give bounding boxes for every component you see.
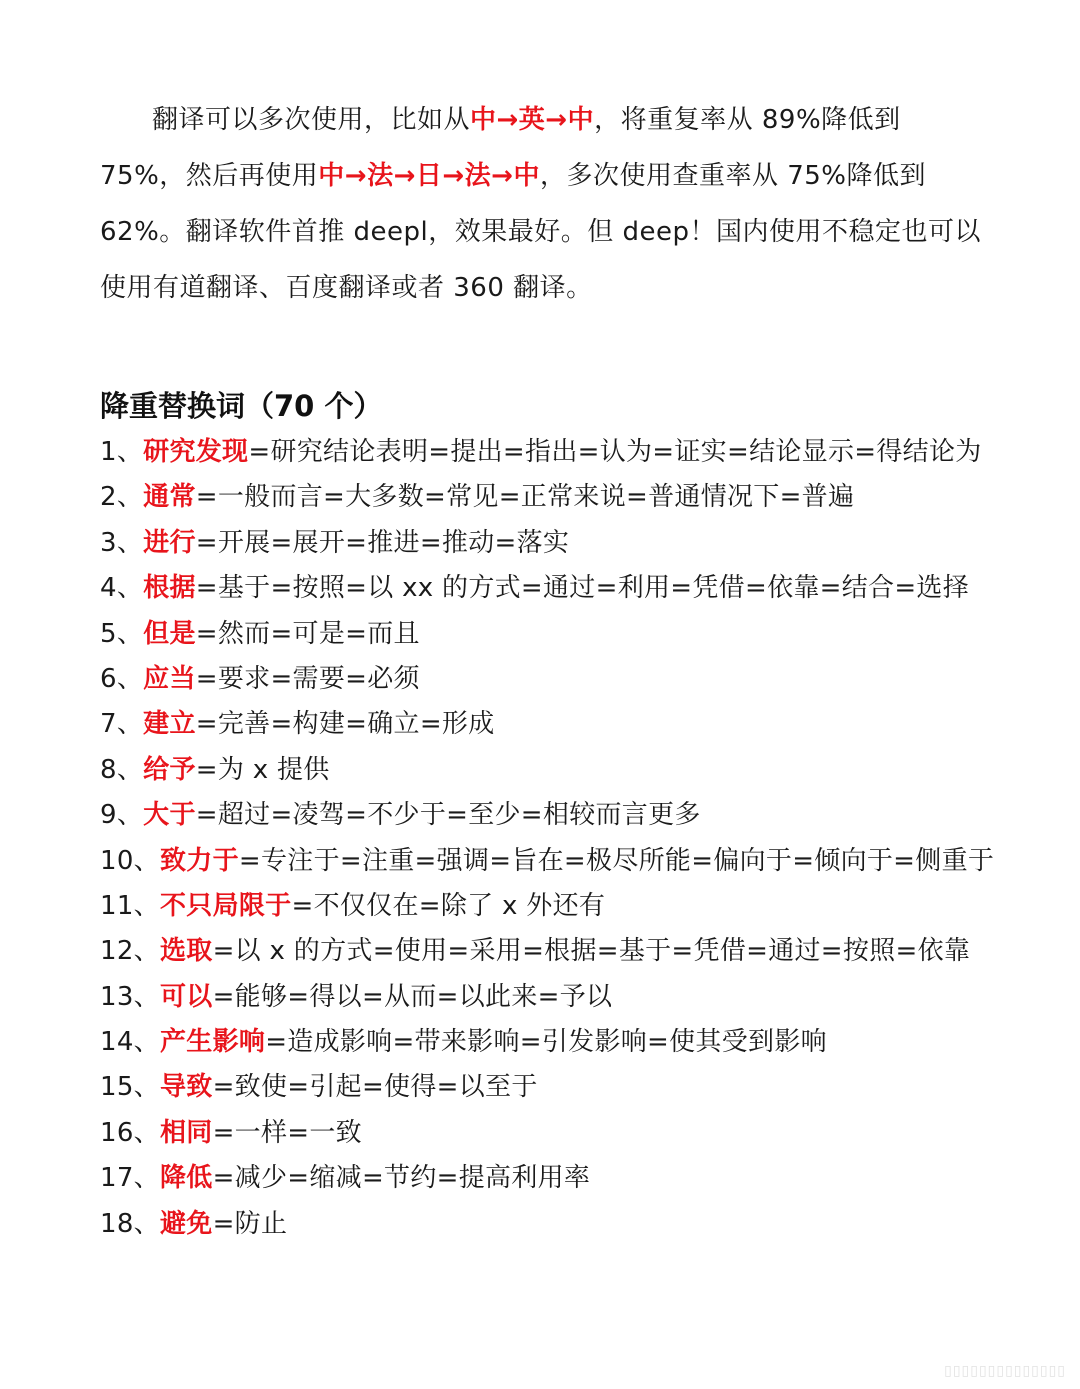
item-keyword: 可以 bbox=[159, 981, 213, 1012]
item-keyword: 导致 bbox=[159, 1072, 213, 1103]
item-keyword: 选取 bbox=[159, 936, 213, 967]
item-keyword: 产生影响 bbox=[159, 1027, 266, 1058]
item-number: 17、 bbox=[100, 1163, 160, 1194]
list-item bbox=[100, 839, 1040, 884]
item-keyword: 相同 bbox=[159, 1117, 213, 1148]
item-synonyms: =防止 bbox=[212, 1208, 288, 1239]
item-number: 4、 bbox=[100, 573, 144, 604]
item-number: 11、 bbox=[100, 890, 160, 921]
item-keyword: 研究发现 bbox=[143, 437, 249, 467]
item-keyword: 但是 bbox=[143, 618, 196, 649]
item-keyword: 致力于 bbox=[159, 845, 239, 876]
list-item bbox=[100, 521, 1040, 566]
item-synonyms: =完善=构建=确立=形成 bbox=[195, 709, 495, 740]
list-item bbox=[100, 748, 1040, 793]
item-synonyms: =超过=凌驾=不少于=至少=相较而言更多 bbox=[195, 800, 701, 831]
item-keyword: 应当 bbox=[143, 663, 196, 694]
item-number: 7、 bbox=[100, 709, 144, 740]
intro-text-3: ，多次使用查重率从 75%降低到 62%。翻译软件首推 deepl，效果最好。但 deep！国内使用不稳定也可以使用有道翻译、百度翻译或者 360 翻译。 bbox=[100, 161, 982, 303]
list-item bbox=[100, 475, 1040, 520]
item-synonyms: =能够=得以=从而=以此来=予以 bbox=[212, 981, 613, 1012]
list-item bbox=[100, 657, 1040, 702]
item-synonyms: =要求=需要=必须 bbox=[195, 663, 420, 694]
item-synonyms: =以 x 的方式=使用=采用=根据=基于=凭借=通过=按照=依靠 bbox=[212, 936, 971, 967]
item-number: 16、 bbox=[100, 1117, 160, 1148]
item-keyword: 不只局限于 bbox=[159, 890, 292, 921]
item-keyword: 建立 bbox=[143, 709, 196, 740]
item-synonyms: =一样=一致 bbox=[212, 1117, 362, 1148]
watermark: ▯▯▯▯▯▯▯▯▯▯▯▯▯▯ bbox=[944, 1363, 1066, 1379]
item-keyword: 避免 bbox=[159, 1208, 213, 1239]
intro-route-1: 中→英→中 bbox=[470, 105, 595, 135]
item-synonyms: =研究结论表明=提出=指出=认为=证实=结论显示=得结论为 bbox=[248, 437, 982, 467]
item-number: 14、 bbox=[100, 1027, 160, 1058]
item-keyword: 大于 bbox=[143, 800, 196, 831]
item-keyword: 通常 bbox=[143, 482, 196, 513]
intro-text-1: 翻译可以多次使用，比如从 bbox=[152, 105, 471, 135]
list-item bbox=[100, 1065, 1040, 1110]
item-number: 6、 bbox=[100, 663, 144, 694]
synonym-list bbox=[100, 430, 1040, 1247]
intro-route-2: 中→法→日→法→中 bbox=[318, 161, 540, 191]
list-item bbox=[100, 793, 1040, 838]
item-synonyms: =为 x 提供 bbox=[195, 754, 330, 785]
item-number: 15、 bbox=[100, 1072, 160, 1103]
item-number: 2、 bbox=[100, 482, 144, 513]
item-number: 3、 bbox=[100, 527, 144, 558]
item-synonyms: =造成影响=带来影响=引发影响=使其受到影响 bbox=[265, 1027, 827, 1058]
item-number: 9、 bbox=[100, 800, 144, 831]
list-item bbox=[100, 1202, 1040, 1247]
list-item bbox=[100, 1020, 1040, 1065]
item-number: 13、 bbox=[100, 981, 160, 1012]
list-item bbox=[100, 566, 1040, 611]
item-synonyms: =一般而言=大多数=常见=正常来说=普通情况下=普遍 bbox=[195, 482, 855, 513]
item-number: 1、 bbox=[100, 437, 144, 467]
item-synonyms: =然而=可是=而且 bbox=[195, 618, 420, 649]
item-keyword: 降低 bbox=[159, 1163, 213, 1194]
item-number: 8、 bbox=[100, 754, 144, 785]
list-item bbox=[100, 1111, 1040, 1156]
item-number: 5、 bbox=[100, 618, 144, 649]
item-keyword: 给予 bbox=[143, 754, 196, 785]
item-synonyms: =致使=引起=使得=以至于 bbox=[212, 1072, 538, 1103]
item-synonyms: =基于=按照=以 xx 的方式=通过=利用=凭借=依靠=结合=选择 bbox=[195, 573, 970, 604]
item-keyword: 根据 bbox=[143, 573, 196, 604]
list-item bbox=[100, 1156, 1040, 1201]
list-item bbox=[100, 702, 1040, 747]
list-item bbox=[100, 929, 1040, 974]
item-synonyms: =专注于=注重=强调=旨在=极尽所能=偏向于=倾向于=侧重于 bbox=[238, 845, 995, 876]
list-item bbox=[100, 975, 1040, 1020]
item-keyword: 进行 bbox=[143, 527, 196, 558]
item-synonyms: =减少=缩减=节约=提高利用率 bbox=[212, 1163, 591, 1194]
section-title: 降重替换词（70 个） bbox=[100, 389, 383, 423]
item-number: 18、 bbox=[100, 1208, 160, 1239]
item-number: 10、 bbox=[100, 845, 160, 876]
list-item bbox=[100, 612, 1040, 657]
item-synonyms: =不仅仅在=除了 x 外还有 bbox=[291, 890, 606, 921]
intro-text-2: ，将重复率从 89%降低到 75%，然后再使用 bbox=[100, 105, 901, 191]
item-synonyms: =开展=展开=推进=推动=落实 bbox=[195, 527, 570, 558]
intro-paragraph bbox=[100, 92, 990, 316]
item-number: 12、 bbox=[100, 936, 160, 967]
list-item bbox=[100, 884, 1040, 929]
list-item bbox=[100, 430, 1040, 475]
